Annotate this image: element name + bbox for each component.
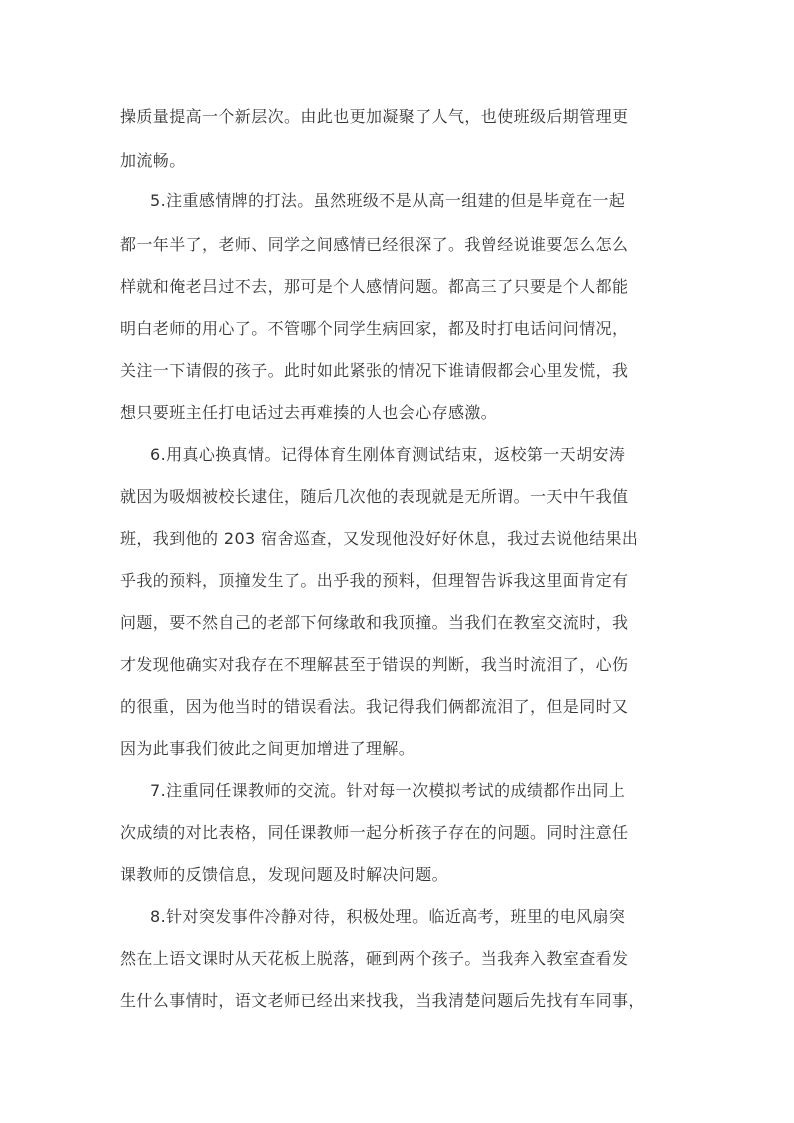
paragraph-7-line: 7.注重同任课教师的交流。针对每一次模拟考试的成绩都作出同上: [150, 781, 626, 800]
text-line: 关注一下请假的孩子。此时如此紧张的情况下谁请假都会心里发慌，我: [120, 361, 629, 380]
text-line: 就因为吸烟被校长逮住，随后几次他的表现就是无所谓。一天中午我值: [120, 487, 629, 506]
text-line: 的很重，因为他当时的错误看法。我记得我们俩都流泪了，但是同时又: [120, 697, 629, 716]
text-line: 问题，要不然自己的老部下何缘敢和我顶撞。当我们在教室交流时，我: [120, 613, 629, 632]
text-line: 课教师的反馈信息，发现问题及时解决问题。: [120, 865, 449, 884]
text-line: 乎我的预料，顶撞发生了。出乎我的预料，但理智告诉我这里面肯定有: [120, 571, 629, 590]
text-line: 想只要班主任打电话过去再难揍的人也会心存感激。: [120, 403, 498, 422]
text-line: 加流畅。: [120, 151, 186, 170]
text-line: 明白老师的用心了。不管哪个同学生病回家，都及时打电话问问情况，: [120, 319, 629, 338]
paragraph-6-line: 6.用真心换真情。记得体育生刚体育测试结束，返校第一天胡安涛: [150, 445, 626, 464]
paragraph-8-line: 8.针对突发事件冷静对待，积极处理。临近高考，班里的电风扇突: [150, 907, 626, 926]
text-line: 班，我到他的 203 宿舍巡查，又发现他没好好休息，我过去说他结果出: [120, 529, 639, 548]
text-line: 样就和俺老吕过不去，那可是个人感情问题。都高三了只要是个人都能: [120, 277, 629, 296]
text-line: 都一年半了，老师、同学之间感情已经很深了。我曾经说谁要怎么怎么: [120, 235, 629, 254]
text-line: 操质量提高一个新层次。由此也更加凝聚了人气，也使班级后期管理更: [120, 107, 629, 126]
text-line: 次成绩的对比表格，同任课教师一起分析孩子存在的问题。同时注意任: [120, 823, 629, 842]
text-line: 才发现他确实对我存在不理解甚至于错误的判断，我当时流泪了，心伤: [120, 655, 629, 674]
paragraph-5-line: 5.注重感情牌的打法。虽然班级不是从高一组建的但是毕竟在一起: [150, 191, 626, 210]
text-line: 生什么事情时，语文老师已经出来找我，当我清楚问题后先找有车同事，: [120, 991, 645, 1010]
text-line: 然在上语文课时从天花板上脱落，砸到两个孩子。当我奔入教室查看发: [120, 949, 629, 968]
text-line: 因为此事我们彼此之间更加增进了理解。: [120, 739, 416, 758]
